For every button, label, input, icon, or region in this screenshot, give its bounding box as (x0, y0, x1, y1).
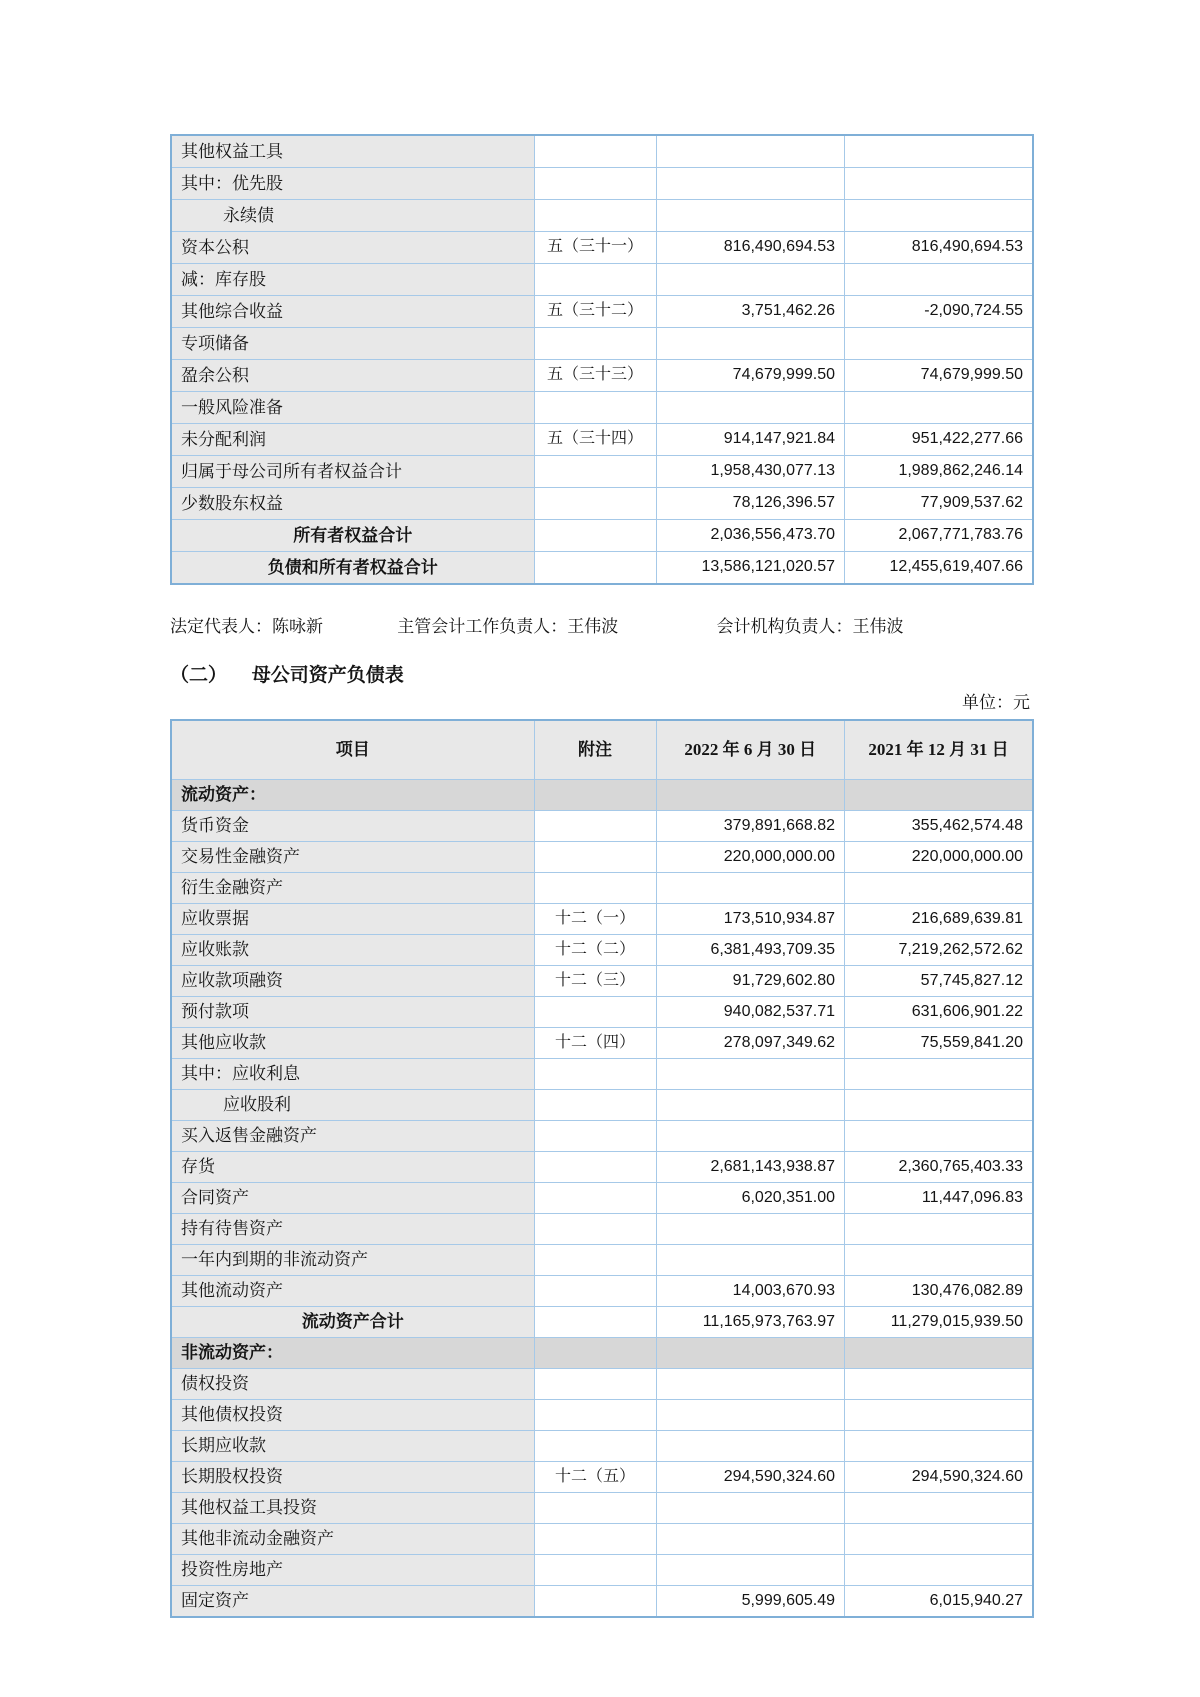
value-2022-cell: 940,082,537.71 (656, 997, 845, 1028)
value-2021-cell: 57,745,827.12 (845, 966, 1034, 997)
header-note: 附注 (534, 720, 656, 780)
value-2021-cell (845, 1369, 1034, 1400)
item-cell: 货币资金 (171, 811, 534, 842)
note-cell (534, 200, 656, 232)
item-cell: 其中：应收利息 (171, 1059, 534, 1090)
parent-balance-sheet-table (170, 719, 1034, 1618)
signature-line (170, 615, 1032, 639)
value-2022-cell: 6,020,351.00 (656, 1183, 845, 1214)
value-2022-cell: 220,000,000.00 (656, 842, 845, 873)
item-cell: 固定资产 (171, 1586, 534, 1618)
section-row (171, 780, 1033, 811)
value-2021-cell (845, 1059, 1034, 1090)
table-row (171, 1493, 1033, 1524)
note-cell (534, 520, 656, 552)
note-cell (534, 1307, 656, 1338)
value-2021-cell: 75,559,841.20 (845, 1028, 1034, 1059)
page-content (170, 0, 1032, 1618)
value-2021-cell: 2,360,765,403.33 (845, 1152, 1034, 1183)
value-2021-cell: 77,909,537.62 (845, 488, 1034, 520)
section-heading (170, 663, 1032, 689)
table-row (171, 1431, 1033, 1462)
note-cell (534, 1121, 656, 1152)
value-2022-cell (656, 328, 845, 360)
summary-row (171, 552, 1033, 585)
table-row (171, 328, 1033, 360)
value-2021-cell: 951,422,277.66 (845, 424, 1034, 456)
table-row (171, 1586, 1033, 1618)
note-cell: 十二（一） (534, 904, 656, 935)
summary-row (171, 520, 1033, 552)
note-cell (534, 1183, 656, 1214)
value-2022-cell (656, 1555, 845, 1586)
item-cell: 应收票据 (171, 904, 534, 935)
note-cell (534, 1214, 656, 1245)
value-2022-cell: 78,126,396.57 (656, 488, 845, 520)
table-row (171, 1524, 1033, 1555)
table-row (171, 200, 1033, 232)
table-row (171, 904, 1033, 935)
note-cell: 五（三十一） (534, 232, 656, 264)
equity-section-table (170, 134, 1034, 585)
item-cell: 其他债权投资 (171, 1400, 534, 1431)
table-row (171, 1059, 1033, 1090)
value-2022-cell (656, 1121, 845, 1152)
value-2021-cell: 631,606,901.22 (845, 997, 1034, 1028)
item-cell: 一年内到期的非流动资产 (171, 1245, 534, 1276)
value-2021-cell: 6,015,940.27 (845, 1586, 1034, 1618)
value-2022-cell: 2,036,556,473.70 (656, 520, 845, 552)
note-cell (534, 1586, 656, 1618)
note-cell: 五（三十三） (534, 360, 656, 392)
summary-row (171, 1307, 1033, 1338)
value-2021-cell (845, 168, 1034, 200)
table-row (171, 997, 1033, 1028)
value-2022-cell (656, 1524, 845, 1555)
table-row (171, 232, 1033, 264)
item-cell: 一般风险准备 (171, 392, 534, 424)
table-row (171, 1245, 1033, 1276)
value-2022-cell: 914,147,921.84 (656, 424, 845, 456)
value-2022-cell (656, 1245, 845, 1276)
header-row (171, 720, 1033, 780)
value-2022-cell (656, 780, 845, 811)
note-cell (534, 1090, 656, 1121)
value-2022-cell (656, 1059, 845, 1090)
value-2022-cell (656, 392, 845, 424)
value-2021-cell: 216,689,639.81 (845, 904, 1034, 935)
value-2021-cell: 294,590,324.60 (845, 1462, 1034, 1493)
value-2022-cell (656, 264, 845, 296)
item-cell: 应收股利 (171, 1090, 534, 1121)
item-cell: 长期应收款 (171, 1431, 534, 1462)
header-item: 项目 (171, 720, 534, 780)
note-cell (534, 1245, 656, 1276)
parent-balance-sheet-wrap (170, 719, 1032, 1618)
table-row (171, 966, 1033, 997)
value-2021-cell: 1,989,862,246.14 (845, 456, 1034, 488)
value-2022-cell: 13,586,121,020.57 (656, 552, 845, 585)
note-cell (534, 392, 656, 424)
value-2021-cell (845, 264, 1034, 296)
legal-representative-label: 法定代表人：陈咏新 (170, 617, 323, 636)
value-2021-cell (845, 873, 1034, 904)
item-cell: 非流动资产： (171, 1338, 534, 1369)
value-2022-cell (656, 135, 845, 168)
value-2021-cell (845, 1555, 1034, 1586)
value-2021-cell (845, 1400, 1034, 1431)
table-row (171, 456, 1033, 488)
item-cell: 应收款项融资 (171, 966, 534, 997)
value-2022-cell (656, 1400, 845, 1431)
item-cell: 专项储备 (171, 328, 534, 360)
value-2022-cell (656, 1493, 845, 1524)
value-2022-cell (656, 1369, 845, 1400)
value-2021-cell: 11,447,096.83 (845, 1183, 1034, 1214)
value-2022-cell: 379,891,668.82 (656, 811, 845, 842)
note-cell (534, 264, 656, 296)
note-cell (534, 488, 656, 520)
value-2022-cell: 1,958,430,077.13 (656, 456, 845, 488)
table-row (171, 1121, 1033, 1152)
item-cell: 盈余公积 (171, 360, 534, 392)
value-2021-cell (845, 1214, 1034, 1245)
table-row (171, 1462, 1033, 1493)
value-2022-cell (656, 168, 845, 200)
accounting-dept-head-label: 会计机构负责人：王伟波 (716, 617, 904, 636)
item-cell: 其他权益工具投资 (171, 1493, 534, 1524)
table-row (171, 1152, 1033, 1183)
chief-accounting-officer-label: 主管会计工作负责人：王伟波 (397, 617, 619, 636)
value-2021-cell: 74,679,999.50 (845, 360, 1034, 392)
item-cell: 归属于母公司所有者权益合计 (171, 456, 534, 488)
value-2021-cell: 816,490,694.53 (845, 232, 1034, 264)
note-cell: 五（三十四） (534, 424, 656, 456)
table-row (171, 168, 1033, 200)
item-cell: 投资性房地产 (171, 1555, 534, 1586)
note-cell (534, 842, 656, 873)
header-date-2021: 2021 年 12 月 31 日 (845, 720, 1034, 780)
value-2021-cell (845, 1090, 1034, 1121)
table-row (171, 1090, 1033, 1121)
item-cell: 其他流动资产 (171, 1276, 534, 1307)
note-cell (534, 552, 656, 585)
value-2021-cell: 130,476,082.89 (845, 1276, 1034, 1307)
header-date-2022: 2022 年 6 月 30 日 (656, 720, 845, 780)
value-2021-cell: 220,000,000.00 (845, 842, 1034, 873)
note-cell: 十二（四） (534, 1028, 656, 1059)
item-cell: 资本公积 (171, 232, 534, 264)
note-cell (534, 1493, 656, 1524)
value-2022-cell (656, 1090, 845, 1121)
value-2022-cell: 91,729,602.80 (656, 966, 845, 997)
value-2021-cell (845, 1493, 1034, 1524)
value-2021-cell (845, 1338, 1034, 1369)
table-row (171, 264, 1033, 296)
note-cell (534, 811, 656, 842)
section-title: 母公司资产负债表 (251, 665, 404, 686)
value-2021-cell: 12,455,619,407.66 (845, 552, 1034, 585)
table-row (171, 873, 1033, 904)
table-row (171, 488, 1033, 520)
value-2022-cell: 294,590,324.60 (656, 1462, 845, 1493)
item-cell: 买入返售金融资产 (171, 1121, 534, 1152)
section-number: （二） (170, 665, 228, 686)
table-row (171, 1214, 1033, 1245)
item-cell: 未分配利润 (171, 424, 534, 456)
value-2022-cell: 2,681,143,938.87 (656, 1152, 845, 1183)
section-row (171, 1338, 1033, 1369)
table-row (171, 1028, 1033, 1059)
item-cell: 其他非流动金融资产 (171, 1524, 534, 1555)
table-row (171, 1400, 1033, 1431)
note-cell: 十二（三） (534, 966, 656, 997)
note-cell (534, 328, 656, 360)
note-cell (534, 456, 656, 488)
value-2022-cell: 5,999,605.49 (656, 1586, 845, 1618)
table-row (171, 811, 1033, 842)
item-cell: 流动资产： (171, 780, 534, 811)
item-cell: 流动资产合计 (171, 1307, 534, 1338)
note-cell (534, 780, 656, 811)
note-cell: 十二（二） (534, 935, 656, 966)
value-2021-cell (845, 780, 1034, 811)
note-cell: 五（三十二） (534, 296, 656, 328)
note-cell (534, 168, 656, 200)
table-row (171, 935, 1033, 966)
note-cell (534, 1152, 656, 1183)
note-cell (534, 1369, 656, 1400)
value-2022-cell: 6,381,493,709.35 (656, 935, 845, 966)
value-2022-cell: 14,003,670.93 (656, 1276, 845, 1307)
item-cell: 其他权益工具 (171, 135, 534, 168)
value-2022-cell: 11,165,973,763.97 (656, 1307, 845, 1338)
value-2021-cell (845, 328, 1034, 360)
note-cell (534, 873, 656, 904)
value-2021-cell: 11,279,015,939.50 (845, 1307, 1034, 1338)
value-2021-cell (845, 1524, 1034, 1555)
table-row (171, 1555, 1033, 1586)
note-cell (534, 1555, 656, 1586)
value-2021-cell (845, 392, 1034, 424)
value-2021-cell: 2,067,771,783.76 (845, 520, 1034, 552)
table-row (171, 360, 1033, 392)
note-cell (534, 1524, 656, 1555)
table-row (171, 842, 1033, 873)
table-row (171, 424, 1033, 456)
item-cell: 衍生金融资产 (171, 873, 534, 904)
value-2022-cell: 74,679,999.50 (656, 360, 845, 392)
value-2022-cell (656, 1338, 845, 1369)
value-2022-cell: 173,510,934.87 (656, 904, 845, 935)
note-cell (534, 997, 656, 1028)
value-2021-cell (845, 200, 1034, 232)
value-2021-cell (845, 1121, 1034, 1152)
value-2021-cell: 355,462,574.48 (845, 811, 1034, 842)
note-cell (534, 1338, 656, 1369)
note-cell (534, 1431, 656, 1462)
table-row (171, 296, 1033, 328)
value-2021-cell: -2,090,724.55 (845, 296, 1034, 328)
item-cell: 负债和所有者权益合计 (171, 552, 534, 585)
note-cell (534, 135, 656, 168)
item-cell: 永续债 (171, 200, 534, 232)
value-2021-cell (845, 135, 1034, 168)
unit-label: 单位：元 (962, 693, 1030, 712)
table-row (171, 392, 1033, 424)
table-row (171, 1183, 1033, 1214)
item-cell: 存货 (171, 1152, 534, 1183)
item-cell: 其中：优先股 (171, 168, 534, 200)
table-row (171, 1369, 1033, 1400)
item-cell: 长期股权投资 (171, 1462, 534, 1493)
value-2021-cell (845, 1245, 1034, 1276)
value-2022-cell: 3,751,462.26 (656, 296, 845, 328)
item-cell: 交易性金融资产 (171, 842, 534, 873)
value-2022-cell (656, 1431, 845, 1462)
item-cell: 债权投资 (171, 1369, 534, 1400)
item-cell: 其他综合收益 (171, 296, 534, 328)
note-cell (534, 1276, 656, 1307)
value-2022-cell (656, 200, 845, 232)
value-2022-cell: 278,097,349.62 (656, 1028, 845, 1059)
item-cell: 其他应收款 (171, 1028, 534, 1059)
value-2021-cell: 7,219,262,572.62 (845, 935, 1034, 966)
item-cell: 应收账款 (171, 935, 534, 966)
value-2022-cell: 816,490,694.53 (656, 232, 845, 264)
note-cell: 十二（五） (534, 1462, 656, 1493)
item-cell: 少数股东权益 (171, 488, 534, 520)
note-cell (534, 1400, 656, 1431)
table-row (171, 1276, 1033, 1307)
item-cell: 预付款项 (171, 997, 534, 1028)
note-cell (534, 1059, 656, 1090)
table-row (171, 135, 1033, 168)
item-cell: 减：库存股 (171, 264, 534, 296)
value-2021-cell (845, 1431, 1034, 1462)
value-2022-cell (656, 1214, 845, 1245)
item-cell: 持有待售资产 (171, 1214, 534, 1245)
value-2022-cell (656, 873, 845, 904)
item-cell: 所有者权益合计 (171, 520, 534, 552)
item-cell: 合同资产 (171, 1183, 534, 1214)
